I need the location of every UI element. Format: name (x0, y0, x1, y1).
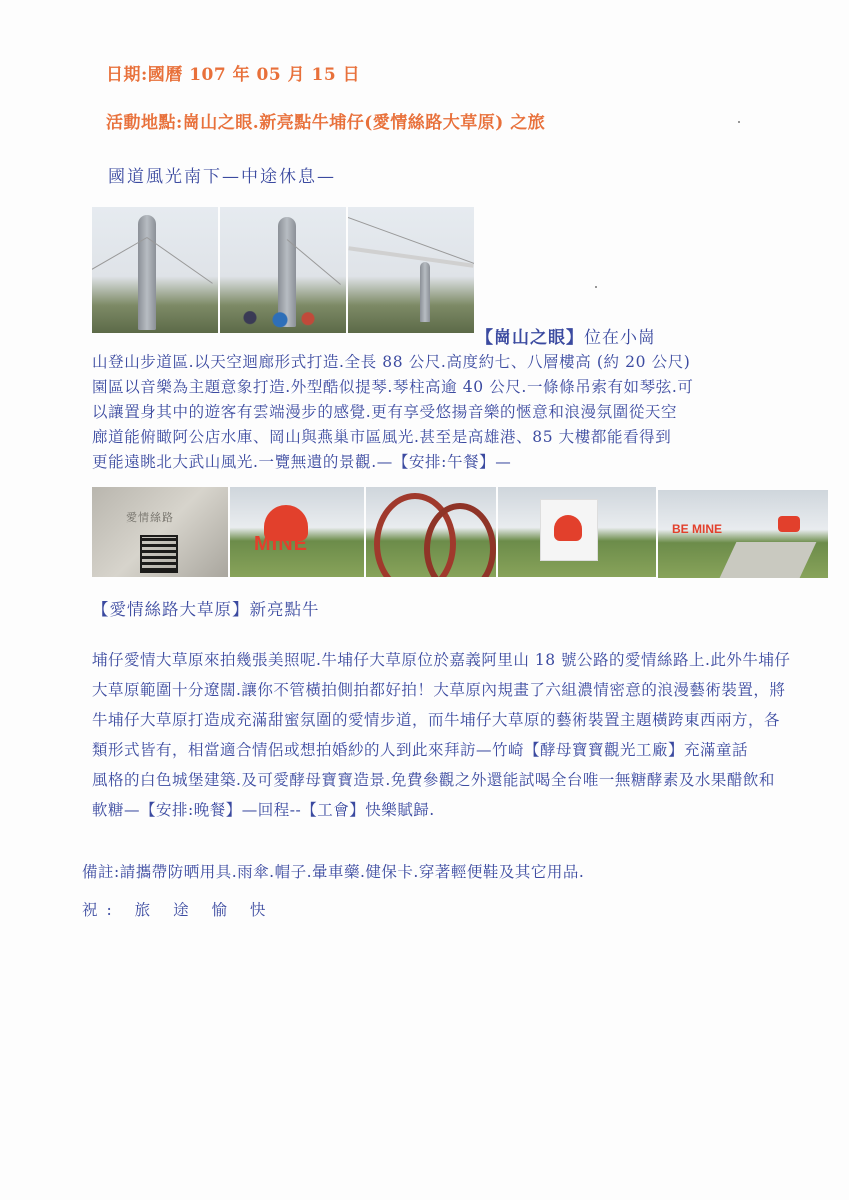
wish-line: 祝: 旅 途 愉 快 (82, 901, 275, 919)
photo-gangshan-1 (92, 207, 218, 333)
venue-line: 活動地點:崗山之眼.新亮點牛埔仔(愛情絲路大草原) 之旅 (106, 113, 546, 133)
date-line: 日期:國曆 107 年 05 月 15 日 (106, 65, 361, 85)
grassland-paragraph: 埔仔愛情大草原來拍幾張美照呢.牛埔仔大草原位於嘉義阿里山 18 號公路的愛情絲路上.此外牛埔仔 大草原範圍十分遼闊.讓你不管橫拍側拍都好拍！大草原內規畫了六組濃情密意的浪漫藝術裝置，將 牛埔仔大草原打造成充滿甜蜜氛圍的愛情步道，而牛埔仔大草原的藝術裝置主題橫跨東西兩方，各 類形式皆有，相當適合情侶或想拍婚紗的人到此來拜訪—竹崎【酵母寶寶觀光工廠】充滿童話 風格的白色城堡建築.及可愛酵母寶寶造景.免費參觀之外還能試喝全台唯一無糖酵素及水果醋飲和 軟糖—【安排:晚餐】—回程--【工會】快樂賦歸. (92, 651, 791, 819)
mine-sign-text: MINE (254, 533, 308, 555)
be-mine-sign-text: BE MINE (672, 522, 723, 536)
photo-gangshan-2 (220, 207, 346, 333)
scan-speck (595, 286, 597, 288)
gangshan-lead-title: 【崗山之眼】 (476, 328, 584, 348)
signpost-text: 愛情絲路 (126, 511, 174, 524)
photo-gangshan-3 (348, 207, 474, 333)
photo-grassland-2 (230, 487, 364, 577)
remark-note: 備註:請攜帶防晒用具.雨傘.帽子.暈車藥.健保卡.穿著輕便鞋及其它用品. (82, 863, 585, 881)
section1-title: 國道風光南下—中途休息— (108, 167, 336, 187)
gangshan-paragraph: 山登山步道區.以天空迴廊形式打造.全長 88 公尺.高度約七、八層樓高 (約 20 公尺) 園區以音樂為主題意象打造.外型酷似提琴.琴柱高逾 40 公尺.一條條吊索有如琴弦.可 以讓置身其中的遊客有雲端漫步的感覺.更有享受悠揚音樂的愜意和浪漫氛圍從天空 廊道能俯瞰阿公店水庫、岡山與燕巢市區風光.甚至是高雄港、85 大樓都能看得到 更能遠眺北大武山風光.一覽無遺的景觀.—【安排:午餐】— (92, 353, 694, 471)
grassland-title: 【愛情絲路大草原】新亮點牛 (92, 600, 320, 619)
scan-speck (738, 121, 740, 123)
photo-grassland-4 (498, 487, 656, 577)
photo-grassland-1 (92, 487, 228, 577)
gangshan-lead (476, 323, 656, 348)
gangshan-lead-text: 位在小崗 (584, 328, 656, 348)
photo-grassland-3 (366, 487, 496, 577)
photo-grassland-5 (658, 490, 828, 578)
